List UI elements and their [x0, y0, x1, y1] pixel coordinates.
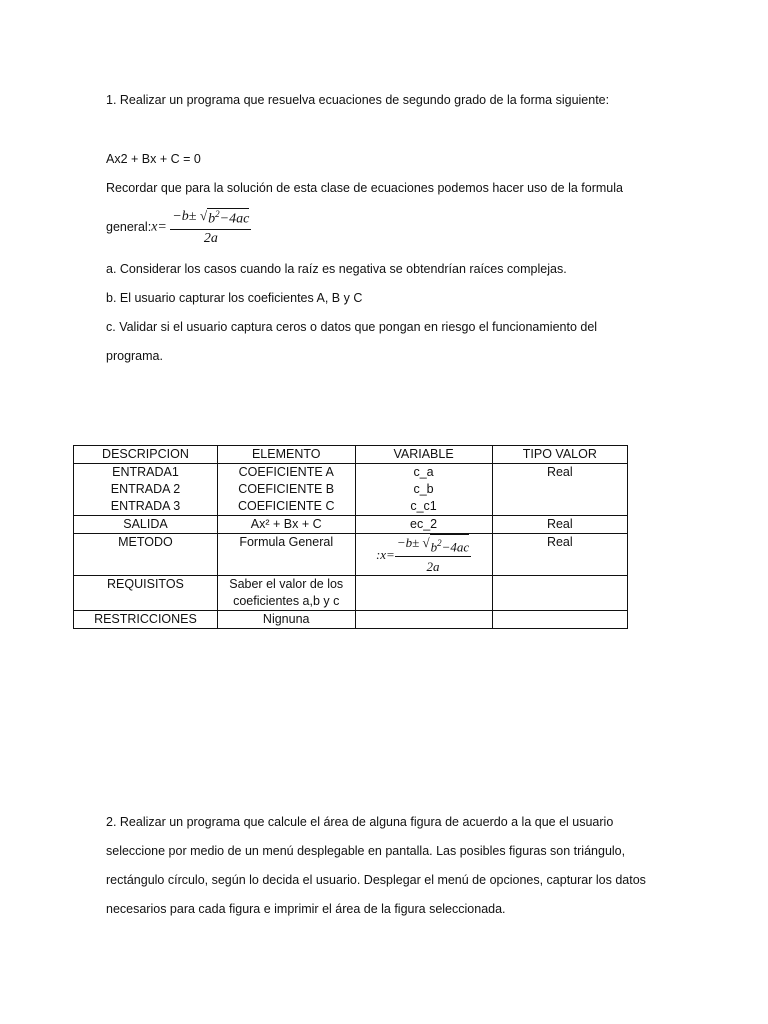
cell-variable: c_b — [355, 481, 492, 498]
cell-elemento: COEFICIENTE B — [217, 481, 355, 498]
cell-tipo: Real — [492, 464, 627, 482]
problem1-title: 1. Realizar un programa que resuelva ecuaciones de segundo grado de la forma siguiente: — [106, 93, 610, 107]
cell-elemento: Nignuna — [217, 611, 355, 629]
problem2-line1: 2. Realizar un programa que calcule el área de alguna figura de acuerdo a la que el usuario — [106, 815, 614, 829]
problem2-line4: necesarios para cada figura e imprimir el área de la figura seleccionada. — [106, 902, 506, 916]
table-row — [74, 464, 628, 482]
cell-desc: ENTRADA 3 — [74, 498, 218, 516]
spec-table — [73, 445, 628, 629]
header-variable: VARIABLE — [355, 446, 492, 464]
table-row-requisitos — [74, 576, 628, 611]
cell-tipo — [492, 611, 627, 629]
cell-desc: SALIDA — [74, 516, 218, 534]
cell-variable: c_a — [355, 464, 492, 482]
general-formula-line — [106, 208, 251, 247]
item-c-line1: c. Validar si el usuario captura ceros o datos que pongan en riesgo el funcionamiento del — [106, 320, 598, 334]
header-elemento: ELEMENTO — [217, 446, 355, 464]
problem2-line3: rectángulo círculo, según lo decida el usuario. Desplegar el menú de opciones, capturar los datos — [106, 873, 646, 887]
cell-tipo — [492, 576, 627, 611]
item-a: a. Considerar los casos cuando la raíz es negativa se obtendrían raíces complejas. — [106, 262, 567, 276]
cell-elemento: Ax² + Bx + C — [217, 516, 355, 534]
cell-desc: METODO — [74, 534, 218, 576]
table-row-metodo — [74, 534, 628, 576]
table-row — [74, 481, 628, 498]
table-row-salida — [74, 516, 628, 534]
header-tipo-valor: TIPO VALOR — [492, 446, 627, 464]
cell-tipo — [492, 481, 627, 498]
general-prefix: general: — [106, 220, 152, 235]
cell-variable — [355, 576, 492, 611]
cell-elemento: COEFICIENTE C — [217, 498, 355, 516]
cell-variable-formula — [355, 534, 492, 576]
cell-desc: ENTRADA 2 — [74, 481, 218, 498]
table-row-restricciones — [74, 611, 628, 629]
cell-variable — [355, 611, 492, 629]
quadratic-formula: x= −b± √ $b^2-4ac$ 2a — [151, 208, 250, 246]
cell-tipo — [492, 498, 627, 516]
recall-text: Recordar que para la solución de esta clase de ecuaciones podemos hacer uso de la formula — [106, 181, 623, 195]
problem2-line2: seleccione por medio de un menú desplegable en pantalla. Las posibles figuras son triángulo, — [106, 844, 626, 858]
item-b: b. El usuario capturar los coeficientes A, B y C — [106, 291, 363, 305]
cell-elemento: Formula General — [217, 534, 355, 576]
cell-variable: c_c1 — [355, 498, 492, 516]
cell-desc: ENTRADA1 — [74, 464, 218, 482]
cell-variable: ec_2 — [355, 516, 492, 534]
header-descripcion: DESCRIPCION — [74, 446, 218, 464]
item-c-line2: programa. — [106, 349, 163, 363]
table-quadratic-formula: :x= −b± √ $b^2-4ac$ 2a — [375, 535, 470, 575]
quadratic-equation: Ax2 + Bx + C = 0 — [106, 152, 201, 166]
cell-desc: REQUISITOS — [74, 576, 218, 611]
cell-elemento: Saber el valor de los coeficientes a,b y c — [217, 576, 355, 611]
table-header-row — [74, 446, 628, 464]
cell-desc: RESTRICCIONES — [74, 611, 218, 629]
table-row — [74, 498, 628, 516]
cell-tipo: Real — [492, 516, 627, 534]
cell-elemento: COEFICIENTE A — [217, 464, 355, 482]
cell-tipo: Real — [492, 534, 627, 576]
